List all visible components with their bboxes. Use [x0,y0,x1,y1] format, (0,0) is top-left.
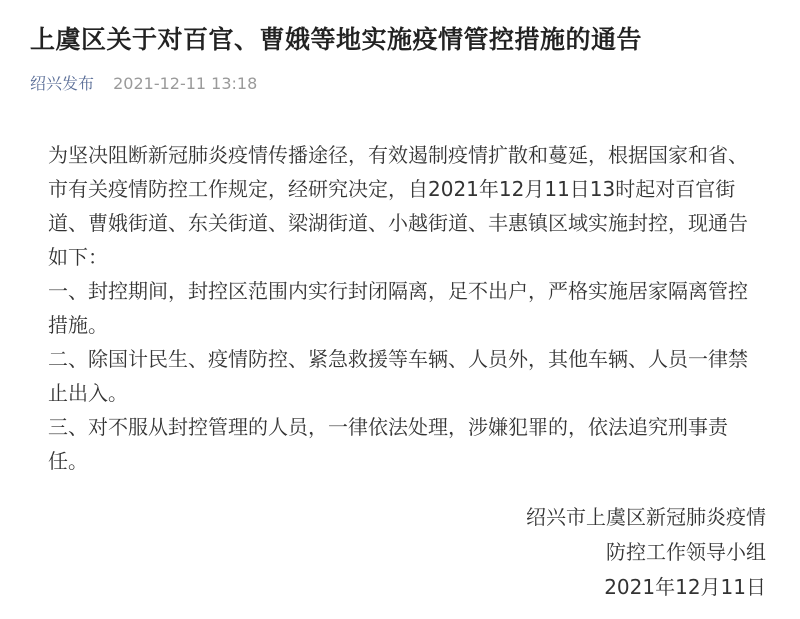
intro-line: 道、曹娥街道、东关街道、梁湖街道、小越街道、丰惠镇区域实施封控，现通告 [48,211,748,235]
article-title: 上虞区关于对百官、曹娥等地实施疫情管控措施的通告 [30,25,643,54]
signature-block [526,500,766,605]
signature-org-line1: 绍兴市上虞区新冠肺炎疫情 [526,505,766,529]
signature-org-line2: 防控工作领导小组 [606,540,766,564]
signature-date: 2021年12月11日 [604,575,766,599]
source-link[interactable]: 绍兴发布 [30,74,95,93]
item-two-line: 二、除国计民生、疫情防控、紧急救援等车辆、人员外，其他车辆、人员一律禁 [48,347,748,371]
item-three-line: 任。 [48,449,88,473]
item-one-line: 一、封控期间，封控区范围内实行封闭隔离，足不出户，严格实施居家隔离管控 [48,279,748,303]
item-one-line: 措施。 [48,313,108,337]
intro-line: 为坚决阻断新冠肺炎疫情传播途径，有效遏制疫情扩散和蔓延，根据国家和省、 [48,143,748,167]
publish-time: 2021-12-11 13:18 [113,74,258,93]
intro-line: 如下： [48,245,108,269]
item-three-line: 三、对不服从封控管理的人员，一律依法处理，涉嫌犯罪的，依法追究刑事责 [48,415,728,439]
article-meta [30,72,257,96]
article-body [48,138,778,478]
item-two-line: 止出入。 [48,381,128,405]
intro-line: 市有关疫情防控工作规定，经研究决定，自2021年12月11日13时起对百官街 [48,177,736,201]
